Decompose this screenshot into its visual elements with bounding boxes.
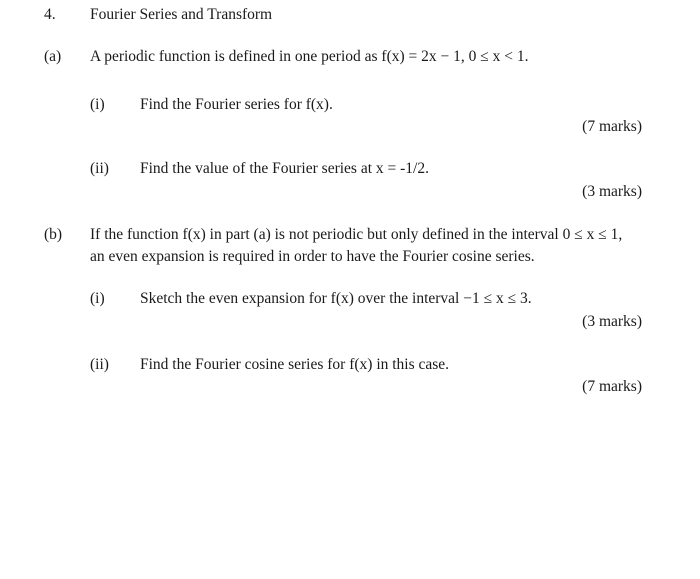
- question-number: 4.: [44, 6, 56, 23]
- part-b-i-text: Sketch the even expansion for f(x) over the interval −1 ≤ x ≤ 3.: [140, 290, 532, 307]
- part-b-i-label: (i): [90, 290, 105, 307]
- part-a-i-text: Find the Fourier series for f(x).: [140, 96, 333, 113]
- part-b-statement-line2: an even expansion is required in order to have the Fourier cosine series.: [90, 248, 535, 265]
- part-b-ii-text: Find the Fourier cosine series for f(x) in this case.: [140, 356, 450, 373]
- question-title: Fourier Series and Transform: [90, 6, 273, 23]
- part-a-statement: A periodic function is defined in one period as f(x) = 2x − 1, 0 ≤ x < 1.: [90, 48, 529, 65]
- part-b-statement-line1: If the function f(x) in part (a) is not periodic but only defined in the interval 0 ≤ x ≤ 1,: [90, 226, 623, 243]
- part-b-i-marks: (3 marks): [582, 313, 642, 330]
- part-a-i-label: (i): [90, 96, 105, 113]
- part-a-i-marks: (7 marks): [582, 118, 642, 135]
- part-a-ii-marks: (3 marks): [582, 183, 642, 200]
- part-b-ii-marks: (7 marks): [582, 378, 642, 395]
- part-a-label: (a): [44, 48, 62, 65]
- part-b-label: (b): [44, 226, 63, 243]
- part-b-ii-label: (ii): [90, 356, 109, 373]
- part-a-ii-label: (ii): [90, 160, 109, 177]
- part-a-ii-text: Find the value of the Fourier series at x = -1/2.: [140, 160, 429, 177]
